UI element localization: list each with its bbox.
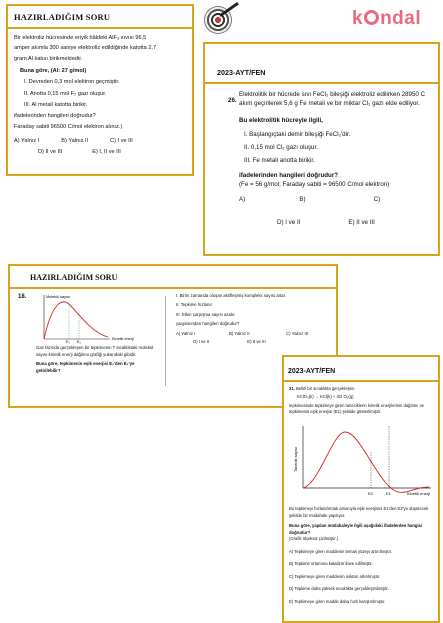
y-axis-label: Tanecik sayısı [293, 446, 298, 472]
question-ask: Buna göre, yapılan müdahaleyle ilgili aşağıdaki ifadelerden hangisi doğrudur? [289, 523, 423, 535]
brand-logo: k ndal [352, 8, 422, 29]
e2-label: E2 [368, 490, 373, 496]
card-header: HAZIRLADIĞIM SORU [14, 12, 111, 22]
answer-option[interactable]: C) [373, 196, 381, 204]
answer-option[interactable]: B) Yalnız II [229, 330, 250, 336]
answer-option[interactable]: D) Tepkime daha yüksek sıcaklıkta gerçekleştirilmiştir. [289, 586, 389, 592]
question-number: 18. [18, 294, 27, 300]
answer-option[interactable]: A) Tepkimeye giren maddenin temas yüzeyi artırılmıştır. [289, 548, 393, 554]
column-divider [165, 296, 166, 386]
question-text-line: Bir elektroliz hücresinde eriyik hâldeki AlF₃ sıvısı 96,5 [14, 34, 147, 41]
exam-tag: 2023-AYT/FEN [217, 68, 266, 77]
left-column [36, 293, 156, 374]
question-text: Gaz fazında gerçekleşen bir tepkimenin T sıcaklıktaki molekül sayısı-kinetik enerji dağılımı grafiği yukarıdaki gibidir. [36, 345, 154, 357]
e1-label: E1 [386, 490, 391, 496]
distribution-curve [44, 302, 108, 339]
header-divider [10, 287, 336, 289]
question-ask: ifadelerinden hangileri doğrudur? [14, 113, 96, 120]
question-intro: Belirli bir sıcaklıkta gerçekleşen [296, 385, 355, 391]
statement-item: III. Al metali katotta birikir. [24, 102, 88, 109]
header-divider [8, 27, 192, 29]
question-text: Bu tepkimeyi hızlandırmak amacıyla eşik enerjisini E1'den E2'ye düşürecek şekilde bir müdahale yapılıyor. [289, 506, 429, 518]
answer-options [38, 148, 186, 156]
question-number: 21. [289, 385, 295, 391]
statement-item: III. Fe metali anotta birikir. [244, 157, 315, 165]
card-header: HAZIRLADIĞIM SORU [30, 273, 118, 282]
question-text-line: gram Al katısı birikmektedir. [14, 55, 83, 62]
answer-option[interactable]: D) I ve II [277, 219, 301, 227]
distribution-curve [303, 432, 429, 492]
reaction-equation: KClO₃(k) → KCl(k) + 3/2 O₂(g) [297, 394, 354, 400]
answer-option[interactable]: D) II ve III [38, 148, 63, 155]
question-note: (Fe = 56 g/mol; Faraday sabiti = 96500 C/mol elektron) [239, 180, 390, 188]
statement-item: II. 0,15 mol Cl₂ gazı oluşur. [244, 143, 318, 151]
answer-options [176, 331, 331, 337]
question-text: Elektrolitik bir hücrede sıvı FeCl₂ bileşiği elektroliz edilirken 28950 C akım geçirilerek 5,6 g Fe metali ve bir miktar Cl₂ gazı elde ediliyor. [239, 90, 426, 108]
logo-ring-icon [364, 10, 379, 25]
x-axis-label: Kinetik enerji [407, 490, 430, 496]
given-info: Buna göre, (Al: 27 g/mol) [20, 67, 87, 74]
question-ask: Buna göre, tepkimenin eşik enerjisi E₁'den E₂'ye getirilebilir? [36, 361, 135, 373]
question-card-2 [203, 42, 440, 256]
answer-option[interactable]: C) Tepkimeye giren maddenin miktarı artırılmıştır. [289, 573, 381, 579]
answer-option[interactable]: C) I ve III [110, 138, 133, 145]
statement-item: II. Anotta 0,15 mol F₂ gazı oluşur. [24, 90, 107, 97]
statement-item: III. Etkin çarpışma sayısı azalır. [176, 311, 236, 317]
e1-label: E₁ [66, 340, 70, 344]
answer-option[interactable]: E) I, II ve III [92, 148, 121, 155]
question-subhead: Bu elektrolitik hücreyle ilgili, [239, 117, 323, 125]
answer-option[interactable]: B) Tepkime ortamına katalizör ilave edilmiştir. [289, 561, 373, 567]
statement-list [244, 130, 428, 166]
statement-list [24, 78, 186, 109]
answer-option[interactable]: A) Yalnız I [176, 330, 196, 336]
statement-item: I. Birim zamanda oluşan aktifleşmiş kompleks sayısı artar. [176, 293, 287, 298]
statement-item: II. Tepkime hızlanır. [176, 302, 213, 308]
e2-label: E₂ [77, 340, 82, 344]
question-ask: ifadelerinden hangileri doğrudur? [239, 171, 339, 179]
answer-options [277, 218, 428, 227]
question-card-1 [6, 4, 194, 176]
distribution-graph [289, 422, 437, 500]
answer-option[interactable]: A) Yalnız I [14, 138, 40, 145]
question-text: tepkimesinde tepkimeye giren taneciklerin kinetik enerjilerinin dağılımı ve tepkimenin eşik enerjisi (E1) şekilde gösterilmiştir. [289, 402, 424, 415]
question-text-line: amper akımla 300 saniye elektroliz edildiğinde katotta 2,7 [14, 45, 157, 52]
answer-option[interactable]: E) II ve III [348, 219, 375, 227]
exam-tag: 2023-AYT/FEN [288, 368, 336, 375]
distribution-graph [36, 293, 134, 344]
question-card-4 [282, 355, 440, 623]
answer-options [239, 195, 428, 204]
answer-option[interactable]: E) II ve III [247, 339, 266, 345]
right-column [176, 293, 331, 346]
statement-item: I. Devreden 0,3 mol elektron geçmiştir. [24, 79, 120, 86]
question-ask: yargılarından hangileri doğrudur? [176, 321, 240, 327]
answer-option[interactable]: B) [299, 196, 306, 204]
answer-option[interactable]: B) Yalnız II [61, 138, 89, 145]
y-axis-label: Molekül sayısı [46, 295, 71, 299]
answer-options [14, 137, 186, 145]
statement-list [176, 293, 331, 318]
x-axis-label: Kinetik enerji [112, 337, 134, 341]
answer-option[interactable]: C) Yalnız III [286, 330, 309, 336]
answer-option[interactable]: D) I ve II [193, 339, 210, 345]
question-number: 26. [228, 97, 237, 104]
answer-option[interactable]: E) Tepkimeye giren madde daha hızlı karıştırılmıştır. [289, 598, 386, 604]
statement-item: I. Başlangıçtaki demir bileşiği FeCl₂'dir. [244, 130, 351, 138]
answer-options [193, 339, 331, 345]
question-note: Faraday sabiti 96500 C/mol elektron alınız.) [14, 123, 123, 130]
question-note: (Grafik ölçeksiz çizilmiştir.) [289, 536, 339, 542]
answer-option[interactable]: A) [239, 196, 246, 204]
